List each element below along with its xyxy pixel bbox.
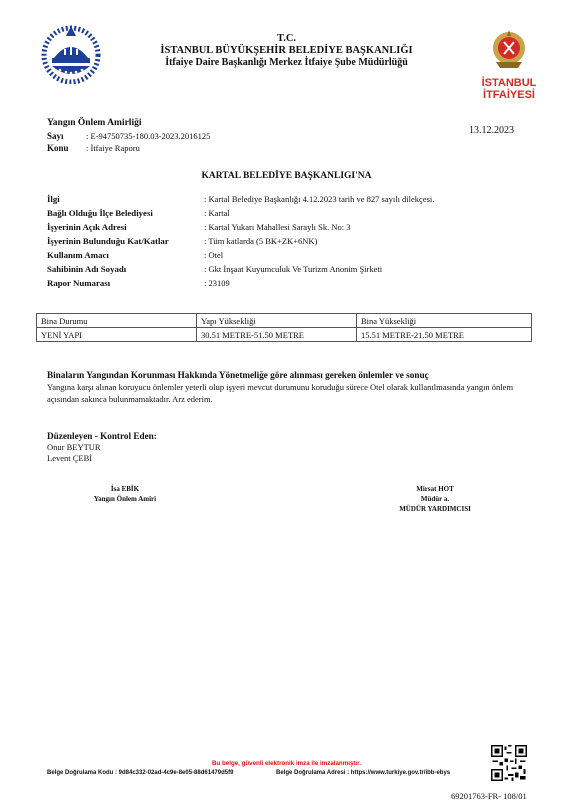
section-title: Binaların Yangından Korunması Hakkında Yönetmeliğe göre alınması gereken önlemler ve sonuç — [47, 370, 429, 380]
info-value-rapor: : 23109 — [204, 278, 230, 288]
left-signer-title: Yangın Önlem Amiri — [93, 495, 157, 503]
table-cell: 15.51 METRE-21.50 METRE — [357, 328, 532, 342]
addressee: KARTAL BELEDİYE BAŞKANLIGI'NA — [201, 171, 372, 181]
prepared-person: Onur BEYTUR — [47, 442, 101, 452]
info-value-sahip: : Gkt İnşaat Kuyumculuk Ve Turizm Anonim Şirketi — [204, 264, 383, 274]
table-cell: YENİ YAPI — [37, 328, 197, 342]
info-value-kullanim: : Otel — [204, 250, 224, 260]
table-header-cell: Yapı Yüksekliği — [197, 314, 357, 328]
sayi-label: Sayı — [47, 131, 64, 141]
e-signature-notice: Bu belge, güvenli elektronik imza ile imzalanmıştır. — [212, 760, 361, 767]
info-label-ilce: Bağlı Olduğu İlçe Belediyesi — [47, 208, 153, 218]
header-municipality: İSTANBUL BÜYÜKŞEHİR BELEDİYE BAŞKANLIĞI — [160, 45, 413, 56]
info-value-kat: : Tüm katlarda (5 BK+ZK+6NK) — [204, 236, 318, 246]
header-tc: T.C. — [276, 33, 297, 44]
info-value-ilce: : Kartal — [204, 208, 230, 218]
right-signer-title2: MÜDÜR YARDIMCISI — [399, 505, 471, 513]
konu-value: : İtfaiye Raporu — [86, 143, 140, 153]
info-value-adres: : Kartal Yukarı Mahallesi Saraylı Sk. No: 3 — [204, 222, 351, 232]
info-label-kullanim: Kullanım Amacı — [47, 250, 109, 260]
table-header-cell: Bina Yüksekliği — [357, 314, 532, 328]
prepared-person: Levent ÇEBİ — [47, 453, 93, 463]
qr-code-icon — [491, 745, 527, 781]
info-label-sahip: Sahibinin Adı Soyadı — [47, 264, 127, 274]
section-text: Yangına karşı alınan koruyucu önlemler yeterli olup işyeri mevcut durumunu koruduğu sürece Otel olarak kullanılmasında yangın önlem açısından sakınca bulunmamaktadır. Arz ederim. — [47, 382, 514, 404]
info-label-adres: İşyerinin Açık Adresi — [47, 222, 127, 232]
info-label-rapor: Rapor Numarası — [47, 278, 111, 288]
konu-label: Konu — [47, 143, 69, 153]
info-label-kat: İşyerinin Bulunduğu Kat/Katlar — [47, 236, 169, 246]
sayi-value: : E-94750735-180.03-2023.2016125 — [86, 131, 211, 141]
verification-address: Belge Doğrulama Adresi : https://www.turkiye.gov.tr/ibb-ebys — [276, 770, 451, 776]
right-signer-title: Müdür a. — [420, 495, 450, 503]
left-signer-name: İsa EBİK — [110, 485, 140, 493]
itfaiye-logo-text2: İTFAİYESİ — [483, 89, 535, 101]
table-header-cell: Bina Durumu — [37, 314, 197, 328]
table-header-row — [37, 314, 532, 328]
info-value-ilgi: : Kartal Belediye Başkanlığı 4.12.2023 tarih ve 827 sayılı dilekçesi. — [204, 194, 435, 204]
header-department: İtfaiye Daire Başkanlığı Merkez İtfaiye Şube Müdürlüğü — [165, 57, 408, 68]
sender-department: Yangın Önlem Amirliği — [47, 118, 142, 128]
itfaiye-logo-text1: İSTANBUL — [481, 77, 537, 89]
table-row — [37, 328, 532, 342]
info-label-ilgi: İlgi — [47, 194, 60, 204]
document-date: 13.12.2023 — [469, 125, 514, 136]
table-cell: 30.51 METRE-51.50 METRE — [197, 328, 357, 342]
building-table — [36, 313, 532, 342]
verification-code: Belge Doğrulama Kodu : 9d84c332-02ad-4c9e-8e05-88d61479d5f9 — [47, 770, 234, 776]
form-number: 69201763-FR- 108/01 — [451, 791, 527, 801]
prepared-title: Düzenleyen - Kontrol Eden: — [47, 431, 157, 441]
right-signer-name: Mirsat HOT — [416, 485, 454, 493]
